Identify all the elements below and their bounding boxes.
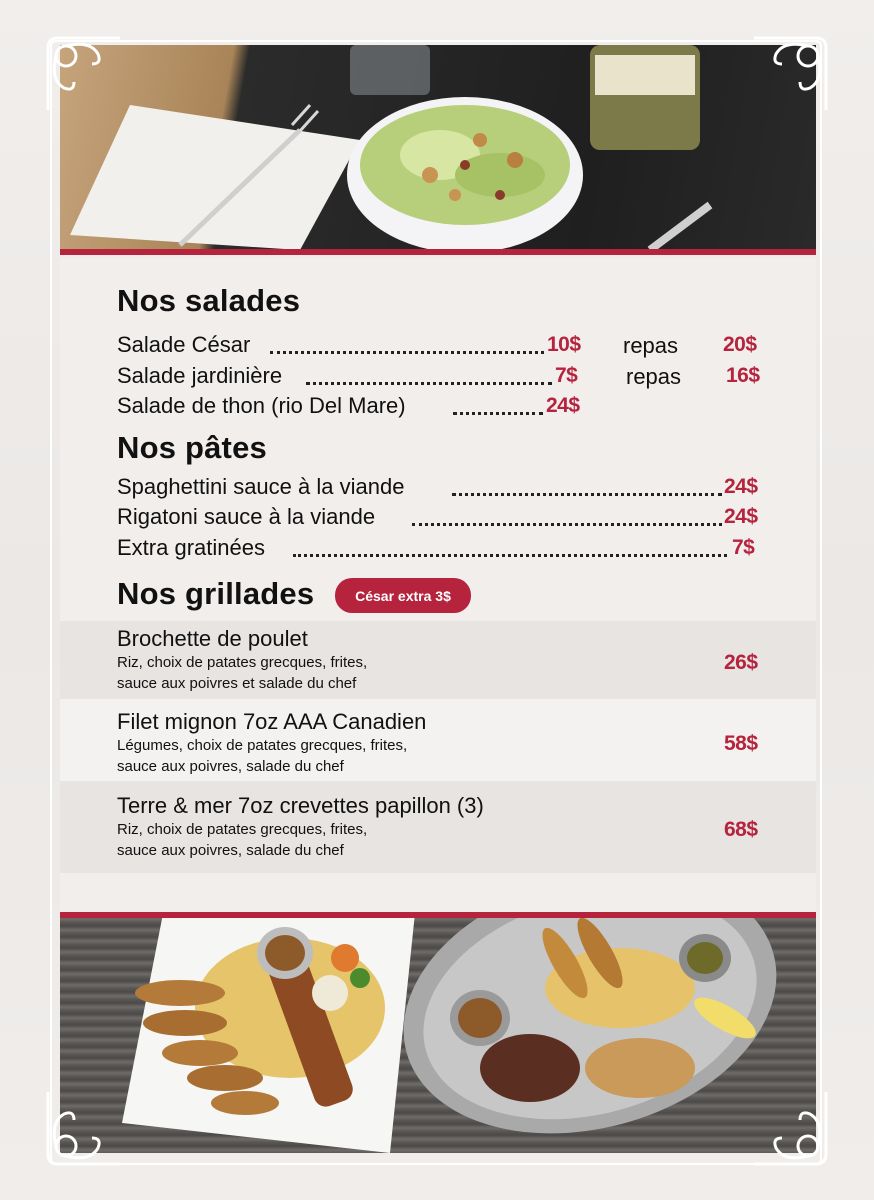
salade-cesar-price: 10$ bbox=[547, 333, 581, 356]
brochette-desc-line1: Riz, choix de patates grecques, frites, bbox=[117, 654, 368, 671]
brochette-name: Brochette de poulet bbox=[117, 626, 308, 651]
filet-mignon-price: 58$ bbox=[724, 732, 758, 755]
salade-jardiniere-price: 7$ bbox=[555, 364, 578, 387]
ornament-corner-icon bbox=[40, 1090, 122, 1172]
section-title-grillades: Nos grillades bbox=[117, 576, 315, 611]
ornament-corner-icon bbox=[752, 30, 834, 112]
salade-thon-price: 24$ bbox=[546, 394, 580, 417]
brochette-price: 26$ bbox=[724, 651, 758, 674]
section-title-pates: Nos pâtes bbox=[117, 430, 267, 465]
section-title-salades: Nos salades bbox=[117, 283, 301, 318]
spaghettini-name: Spaghettini sauce à la viande bbox=[117, 474, 405, 499]
decorative-frame bbox=[50, 40, 822, 1165]
filet-mignon-name: Filet mignon 7oz AAA Canadien bbox=[117, 709, 427, 734]
extra-gratinees-name: Extra gratinées bbox=[117, 535, 265, 560]
brochette-desc-line2: sauce aux poivres et salade du chef bbox=[117, 675, 357, 692]
ornament-corner-icon bbox=[40, 30, 122, 112]
terre-mer-name: Terre & mer 7oz crevettes papillon (3) bbox=[117, 793, 484, 818]
spaghettini-price: 24$ bbox=[724, 475, 758, 498]
filet-mignon-desc-line1: Légumes, choix de patates grecques, frites, bbox=[117, 737, 408, 754]
salade-cesar-repas-label: repas bbox=[623, 333, 679, 358]
salade-jardiniere-repas-price: 16$ bbox=[726, 364, 760, 387]
rigatoni-name: Rigatoni sauce à la viande bbox=[117, 504, 376, 529]
salade-thon-name: Salade de thon (rio Del Mare) bbox=[117, 393, 406, 418]
salade-cesar-name: Salade César bbox=[117, 332, 251, 357]
extra-gratinees-price: 7$ bbox=[732, 536, 755, 559]
rigatoni-price: 24$ bbox=[724, 505, 758, 528]
ornament-corner-icon bbox=[752, 1090, 834, 1172]
terre-mer-desc-line2: sauce aux poivres, salade du chef bbox=[117, 842, 344, 859]
filet-mignon-desc-line2: sauce aux poivres, salade du chef bbox=[117, 758, 344, 775]
terre-mer-desc-line1: Riz, choix de patates grecques, frites, bbox=[117, 821, 368, 838]
cesar-extra-badge: César extra 3$ bbox=[335, 578, 471, 613]
salade-jardiniere-name: Salade jardinière bbox=[117, 363, 283, 388]
salade-jardiniere-repas-label: repas bbox=[626, 364, 682, 389]
terre-mer-price: 68$ bbox=[724, 818, 758, 841]
salade-cesar-repas-price: 20$ bbox=[723, 333, 757, 356]
